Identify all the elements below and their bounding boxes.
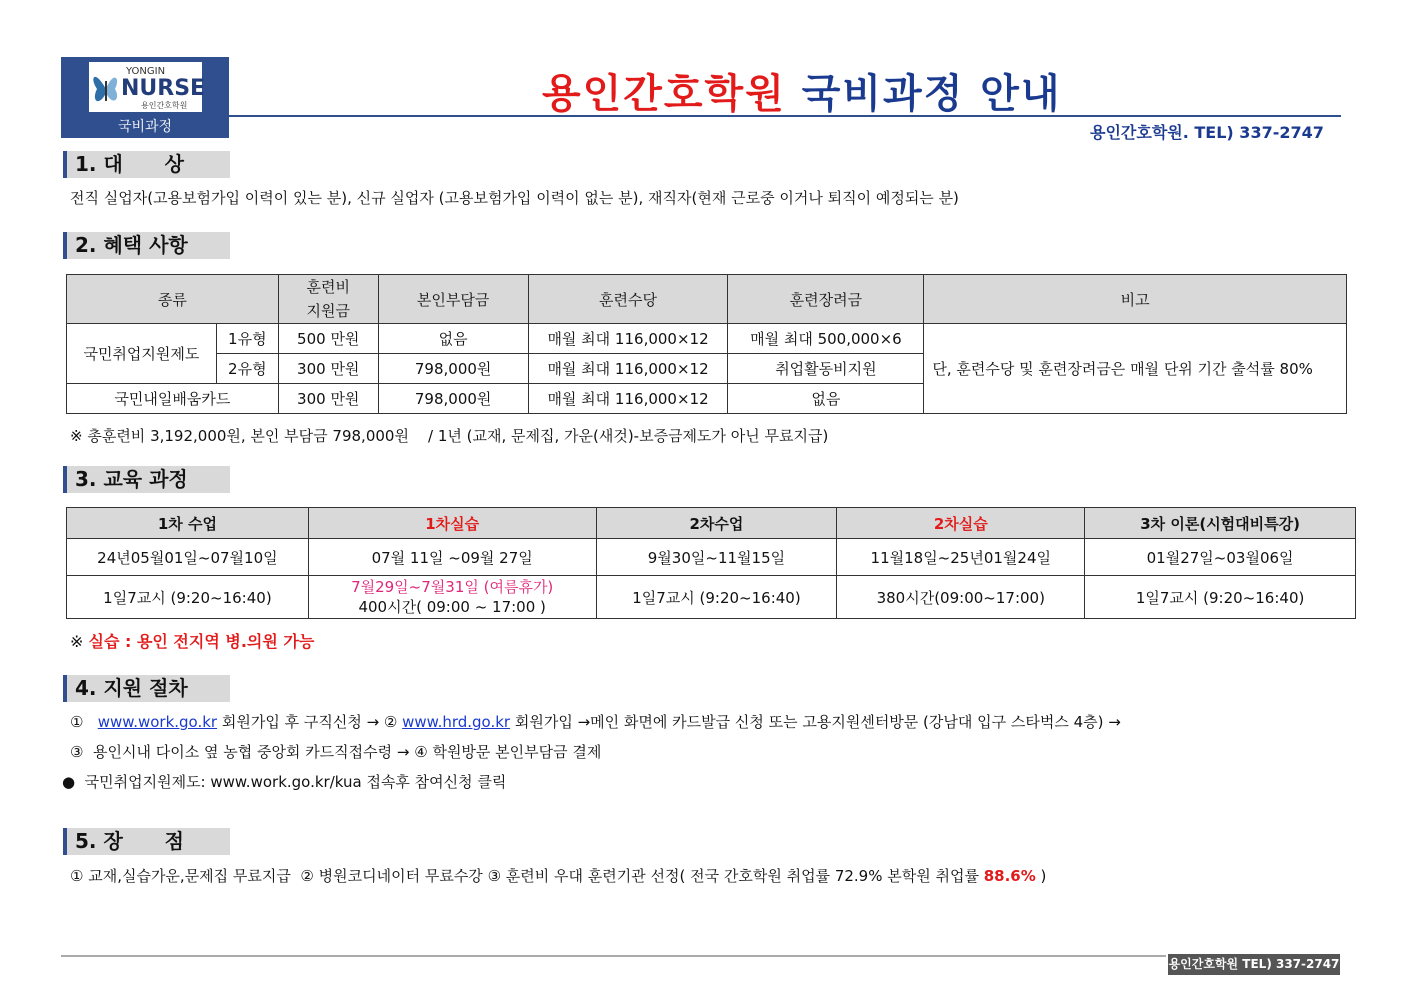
procedure-text: 회원가입 →메인 화면에 카드발급 신청 또는 고용지원센터방문 (강남대 입구 스타벅스 4층) → (510, 713, 1121, 731)
header-note: 비고 (924, 275, 1347, 324)
header-second-practice: 2차실습 (837, 508, 1085, 539)
section-1-text: 전직 실업자(고용보험가입 이력이 있는 분), 신규 실업자 (고용보험가입 이력이 없는 분), 재직자(현재 근로중 이거나 퇴직이 예정되는 분) (70, 189, 959, 207)
section-2-title: 2. 혜택 사항 (63, 232, 230, 259)
section-4-title: 4. 지원 절차 (63, 675, 230, 702)
logo-main-text: NURSE (121, 76, 206, 101)
hours-cell: 1일7교시 (9:20~16:40) (67, 576, 309, 619)
bullet-icon: ● (62, 773, 76, 791)
benefits-table (66, 274, 1347, 414)
allowance-cell: 매월 최대 116,000×12 (528, 354, 728, 384)
vacation-note: 7월29일~7월31일 (여름휴가) (351, 578, 554, 596)
type-cell: 2유형 (216, 354, 278, 384)
section-1-title: 1. 대 상 (63, 151, 230, 178)
logo-box (61, 57, 229, 117)
section-3-title: 3. 교육 과정 (63, 466, 230, 493)
section-2-footnote: ※ 총훈련비 3,192,000원, 본인 부담금 798,000원 / 1년 (교재, 문제집, 가운(새것)-보증금제도가 아닌 무료지급) (70, 427, 829, 445)
practice-location-note: 실습 : 용인 전지역 병.의원 가능 (88, 632, 315, 651)
note-mark: ※ (70, 632, 84, 651)
logo-small-text: YONGIN (126, 66, 166, 77)
table-row (67, 576, 1356, 619)
procedure-line-1 (70, 711, 1121, 732)
work-link[interactable]: www.work.go.kr (97, 713, 218, 731)
self-pay-cell: 798,000원 (378, 354, 528, 384)
table-row (67, 324, 1347, 354)
date-cell: 9월30일~11월15일 (596, 539, 837, 576)
section-3-note (70, 629, 314, 652)
title-academy: 용인간호학원 (542, 71, 786, 117)
page-title (542, 62, 1062, 119)
hrd-link[interactable]: www.hrd.go.kr (402, 713, 511, 731)
header-third-theory: 3차 이론(시험대비특강) (1085, 508, 1356, 539)
hours-cell: 380시간(09:00~17:00) (837, 576, 1085, 619)
support-cell: 300 만원 (278, 354, 378, 384)
note-cell: 단, 훈련수당 및 훈련장려금은 매월 단위 기간 출석률 80% (924, 324, 1347, 414)
header-support: 훈련비 지원금 (278, 275, 378, 324)
date-cell: 11월18일~25년01월24일 (837, 539, 1085, 576)
logo (89, 62, 206, 112)
hours-cell: 1일7교시 (9:20~16:40) (1085, 576, 1356, 619)
advantages-tail: ) (1035, 867, 1047, 885)
logo-tab: 국비과정 (61, 117, 229, 138)
footer-tel: 용인간호학원 TEL) 337-2747 (1168, 954, 1340, 975)
procedure-text: 회원가입 후 구직신청 → ② (217, 713, 403, 731)
procedure-line-2: ③ 용인시내 다이소 옆 농협 중앙회 카드직접수령 → ④ 학원방문 본인부담금 결제 (70, 743, 602, 761)
self-pay-cell: 798,000원 (378, 384, 528, 414)
support-cell: 500 만원 (278, 324, 378, 354)
employment-rate: 88.6% (983, 867, 1036, 885)
header-first-practice: 1차실습 (308, 508, 596, 539)
hours-cell (308, 576, 596, 619)
course-table (66, 507, 1356, 619)
program-name: 국민취업지원제도 (67, 324, 217, 384)
incentive-cell: 취업활동비지원 (728, 354, 924, 384)
practice-hours: 400시간( 09:00 ~ 17:00 ) (358, 598, 546, 616)
header-second-class: 2차수업 (596, 508, 837, 539)
advantages-text: ① 교재,실습가운,문제집 무료지급 ② 병원코디네이터 무료수강 ③ 훈련비 우대 훈련기관 선정( 전국 간호학원 취업률 72.9% 본학원 취업률 (70, 867, 984, 885)
header-first-class: 1차 수업 (67, 508, 309, 539)
allowance-cell: 매월 최대 116,000×12 (528, 384, 728, 414)
allowance-cell: 매월 최대 116,000×12 (528, 324, 728, 354)
step-1-number: ① (70, 713, 84, 731)
section-5-title: 5. 장 점 (63, 828, 230, 855)
program-name: 국민내일배움카드 (67, 384, 279, 414)
section-5-text (70, 865, 1046, 886)
incentive-cell: 없음 (728, 384, 924, 414)
logo-sub-text: 용인간호학원 (141, 101, 188, 110)
header-allowance: 훈련수당 (528, 275, 728, 324)
self-pay-cell: 없음 (378, 324, 528, 354)
header-self-pay: 본인부담금 (378, 275, 528, 324)
header-tel: 용인간호학원. TEL) 337-2747 (1090, 123, 1324, 142)
date-cell: 24년05월01일~07월10일 (67, 539, 309, 576)
butterfly-icon (91, 67, 121, 109)
date-cell: 01월27일~03월06일 (1085, 539, 1356, 576)
table-row (67, 539, 1356, 576)
support-cell: 300 만원 (278, 384, 378, 414)
header-incentive: 훈련장려금 (728, 275, 924, 324)
incentive-cell: 매월 최대 500,000×6 (728, 324, 924, 354)
title-course: 국비과정 안내 (801, 71, 1062, 117)
procedure-text: 국민취업지원제도: www.work.go.kr/kua 접속후 참여신청 클릭 (84, 773, 507, 791)
date-cell: 07월 11일 ~09월 27일 (308, 539, 596, 576)
procedure-line-3 (62, 771, 506, 792)
header-type: 종류 (67, 275, 279, 324)
type-cell: 1유형 (216, 324, 278, 354)
hours-cell: 1일7교시 (9:20~16:40) (596, 576, 837, 619)
footer-divider (61, 955, 1166, 957)
